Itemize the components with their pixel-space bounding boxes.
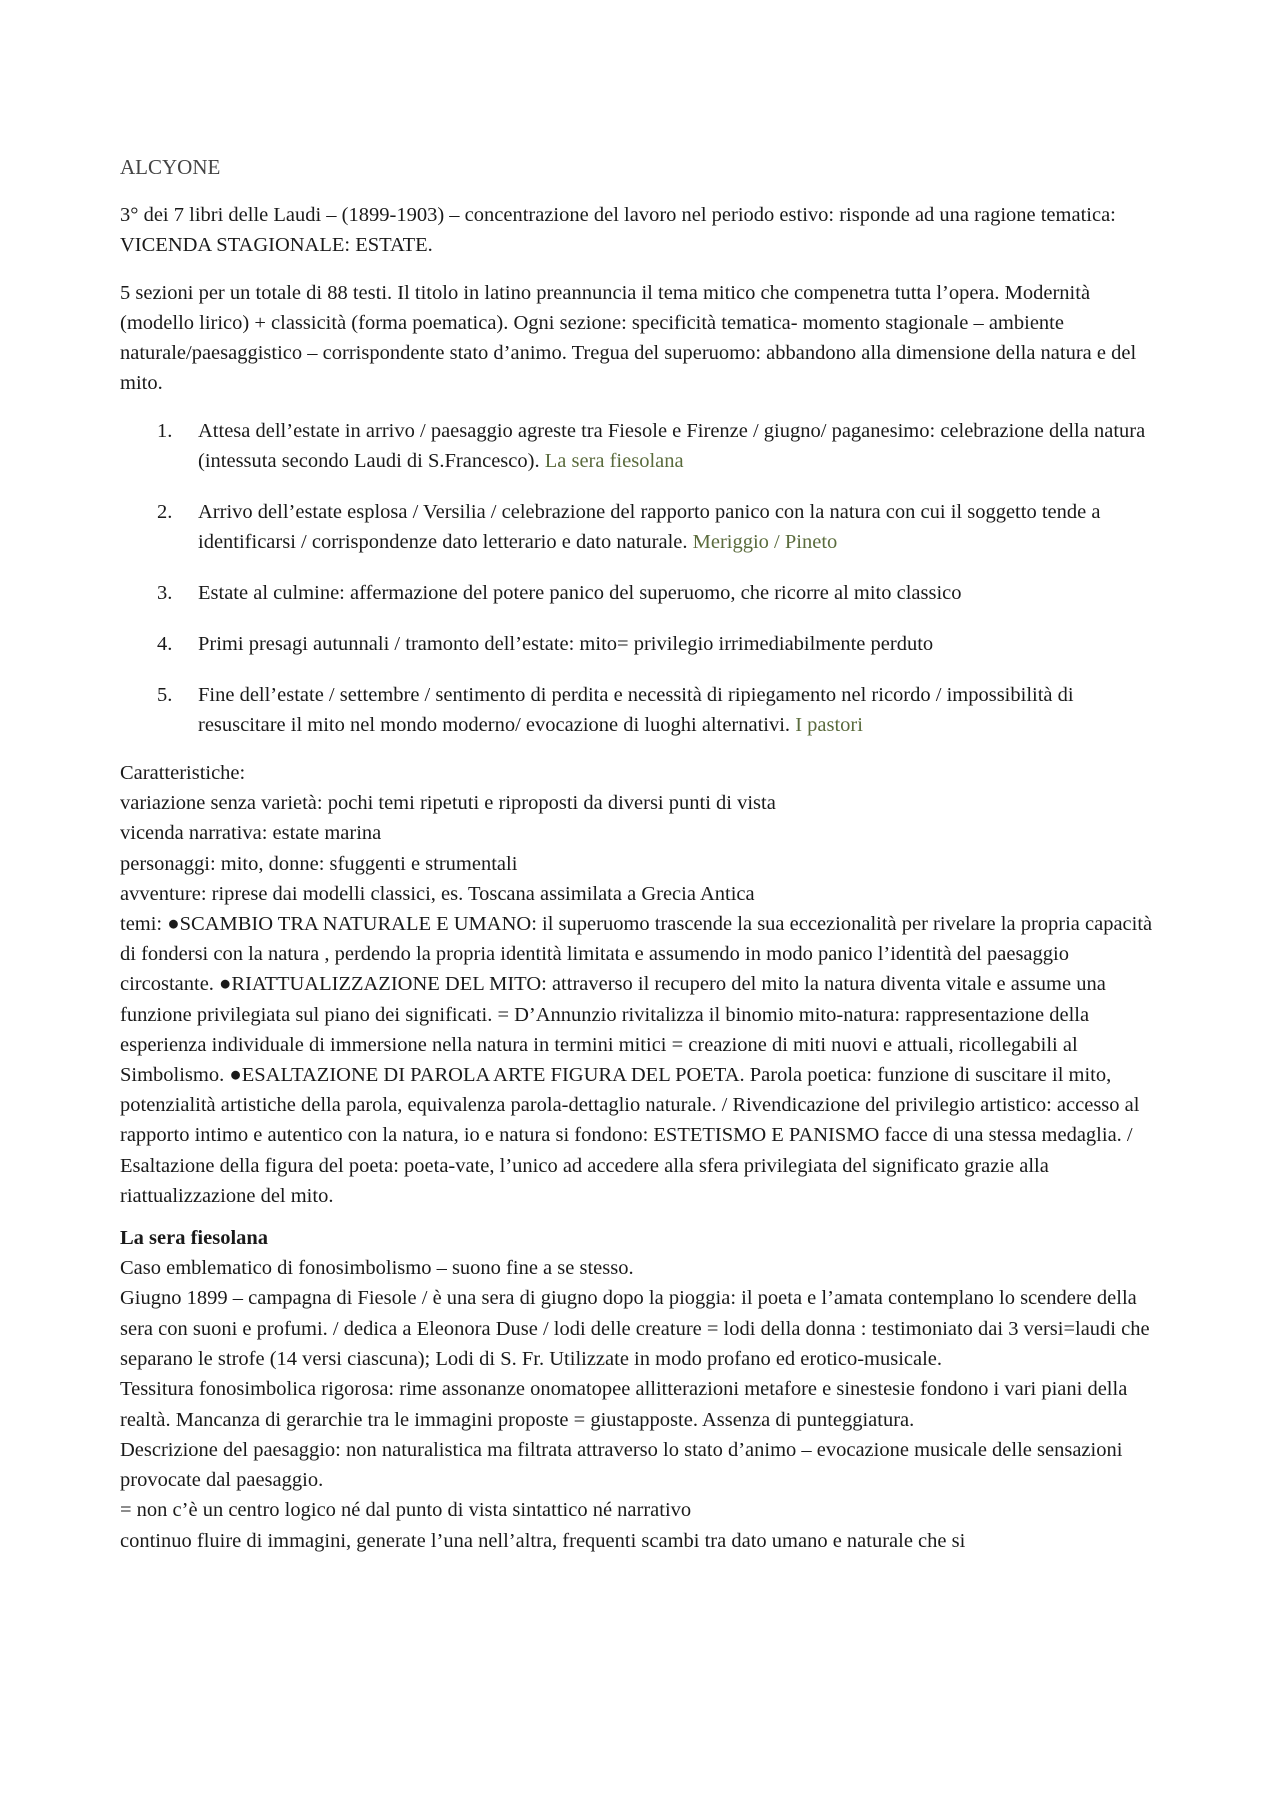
poem-reference: La sera fiesolana [544,450,684,472]
intro-paragraph: 3° dei 7 libri delle Laudi – (1899-1903) – concentrazione del lavoro nel periodo estivo: risponde ad una ragione tematica: VICENDA STAGIONALE: ESTATE. [120,204,1116,256]
poem-reference: Meriggio / Pineto [692,531,838,553]
sera-paragraph-5: continuo fluire di immagini, generate l’una nell’altra, frequenti scambi tra dato umano e naturale che si [120,1529,966,1552]
characteristic-variation: variazione senza varietà: pochi temi ripetuti e riproposti da diversi punti di vista [120,792,776,815]
list-item [120,416,1160,476]
list-text: Fine dell’estate / settembre / sentimento di perdita e necessità di ripiegamento nel ricordo / impossibilità di resuscitare il mito nel mondo moderno/ evocazione di luoghi alternativi. [198,684,1074,736]
sera-paragraph-3: Descrizione del paesaggio: non naturalistica ma filtrata attraverso lo stato d’animo – evocazione musicale delle sensazioni provocate dal paesaggio. [120,1438,1123,1492]
sera-paragraph-2: Tessitura fonosimbolica rigorosa: rime assonanze onomatopee allitterazioni metafore e sinestesie fondono i vari piani della realtà. Mancanza di gerarchie tra le immagini proposte = giustapposte. Assenza di punteggiatura. [120,1378,1128,1431]
page-title: ALCYONE [120,155,221,179]
sections-paragraph: 5 sezioni per un totale di 88 testi. Il titolo in latino preannuncia il tema mitico che compenetra tutta l’opera. Modernità (modello lirico) + classicità (forma poematica). Ogni sezione: specificità tematica- momento stagionale – ambiente naturale/paesaggistico – corrispondente stato d’animo. Tregua del superuomo: abbandono alla dimensione della natura e del mito. [120,282,1137,394]
sera-paragraph-1: Giugno 1899 – campagna di Fiesole / è una sera di giugno dopo la pioggia: il poeta e l’amata contemplano lo scendere della sera con suoni e profumi. / dedica a Eleonora Duse / lodi delle creature = lodi della donna : testimoniato dai 3 versi=laudi che separano le strofe (14 versi ciascuna); Lodi di S. Fr. Utilizzate in modo profano ed erotico-musicale. [120,1287,1150,1370]
characteristics-heading: Caratteristiche: [120,762,246,784]
poem-reference: I pastori [795,714,863,736]
sera-line-1: Caso emblematico di fonosimbolismo – suono fine a se stesso. [120,1257,634,1280]
list-text: Estate al culmine: affermazione del potere panico del superuomo, che ricorre al mito classico [198,582,962,604]
list-text: Arrivo dell’estate esplosa / Versilia / celebrazione del rapporto panico con la natura con cui il soggetto tende a identificarsi / corrispondenze dato letterario e dato naturale. [198,501,1101,553]
characteristic-narrative: vicenda narrativa: estate marina [120,822,382,845]
list-number: 5. [157,684,173,706]
sections-list [120,416,1160,740]
characteristic-characters: personaggi: mito, donne: sfuggenti e strumentali [120,852,518,875]
list-item [120,629,1160,659]
list-number: 2. [157,501,173,523]
list-item [120,497,1160,557]
characteristic-themes: temi: ●SCAMBIO TRA NATURALE E UMANO: il superuomo trascende la sua eccezionalità per rivelare la propria capacità di fondersi con la natura , perdendo la propria identità limitata e assumendo in modo panico l’identità del paesaggio circostante. ●RIATTUALIZZAZIONE DEL MITO: attraverso il recupero del mito la natura diventa vitale e assume una funzione privilegiata sul piano dei significati. = D’Annunzio rivitalizza il binomio mito-natura: rappresentazione della esperienza individuale di immersione nella natura in termini mitici = creazione di miti nuovi e attuali, ricollegabili al Simbolismo. ●ESALTAZIONE DI PAROLA ARTE FIGURA DEL POETA. Parola poetica: funzione di suscitare il mito, potenzialità artistiche della parola, equivalenza parola-dettaglio naturale. / Rivendicazione del privilegio artistico: accesso al rapporto intimo e autentico con la natura, io e natura si fondono: ESTETISMO E PANISMO facce di una stessa medaglia. / Esaltazione della figura del poeta: poeta-vate, l’unico ad accedere alla sfera privilegiata del significato grazie alla riattualizzazione del mito. [120,913,1153,1207]
list-item [120,680,1160,740]
list-item [120,578,1160,608]
section-heading-sera-fiesolana: La sera fiesolana [120,1227,269,1250]
characteristics-block [120,758,1160,1211]
list-number: 1. [157,420,173,442]
sera-paragraph-4: = non c’è un centro logico né dal punto di vista sintattico né narrativo [120,1499,692,1522]
characteristic-adventures: avventure: riprese dai modelli classici, es. Toscana assimilata a Grecia Antica [120,882,755,905]
list-number: 3. [157,582,173,604]
list-text: Primi presagi autunnali / tramonto dell’estate: mito= privilegio irrimediabilmente perduto [198,633,934,655]
list-number: 4. [157,633,173,655]
list-text: Attesa dell’estate in arrivo / paesaggio agreste tra Fiesole e Firenze / giugno/ paganesimo: celebrazione della natura (intessuta secondo Laudi di S.Francesco). [198,420,1146,472]
